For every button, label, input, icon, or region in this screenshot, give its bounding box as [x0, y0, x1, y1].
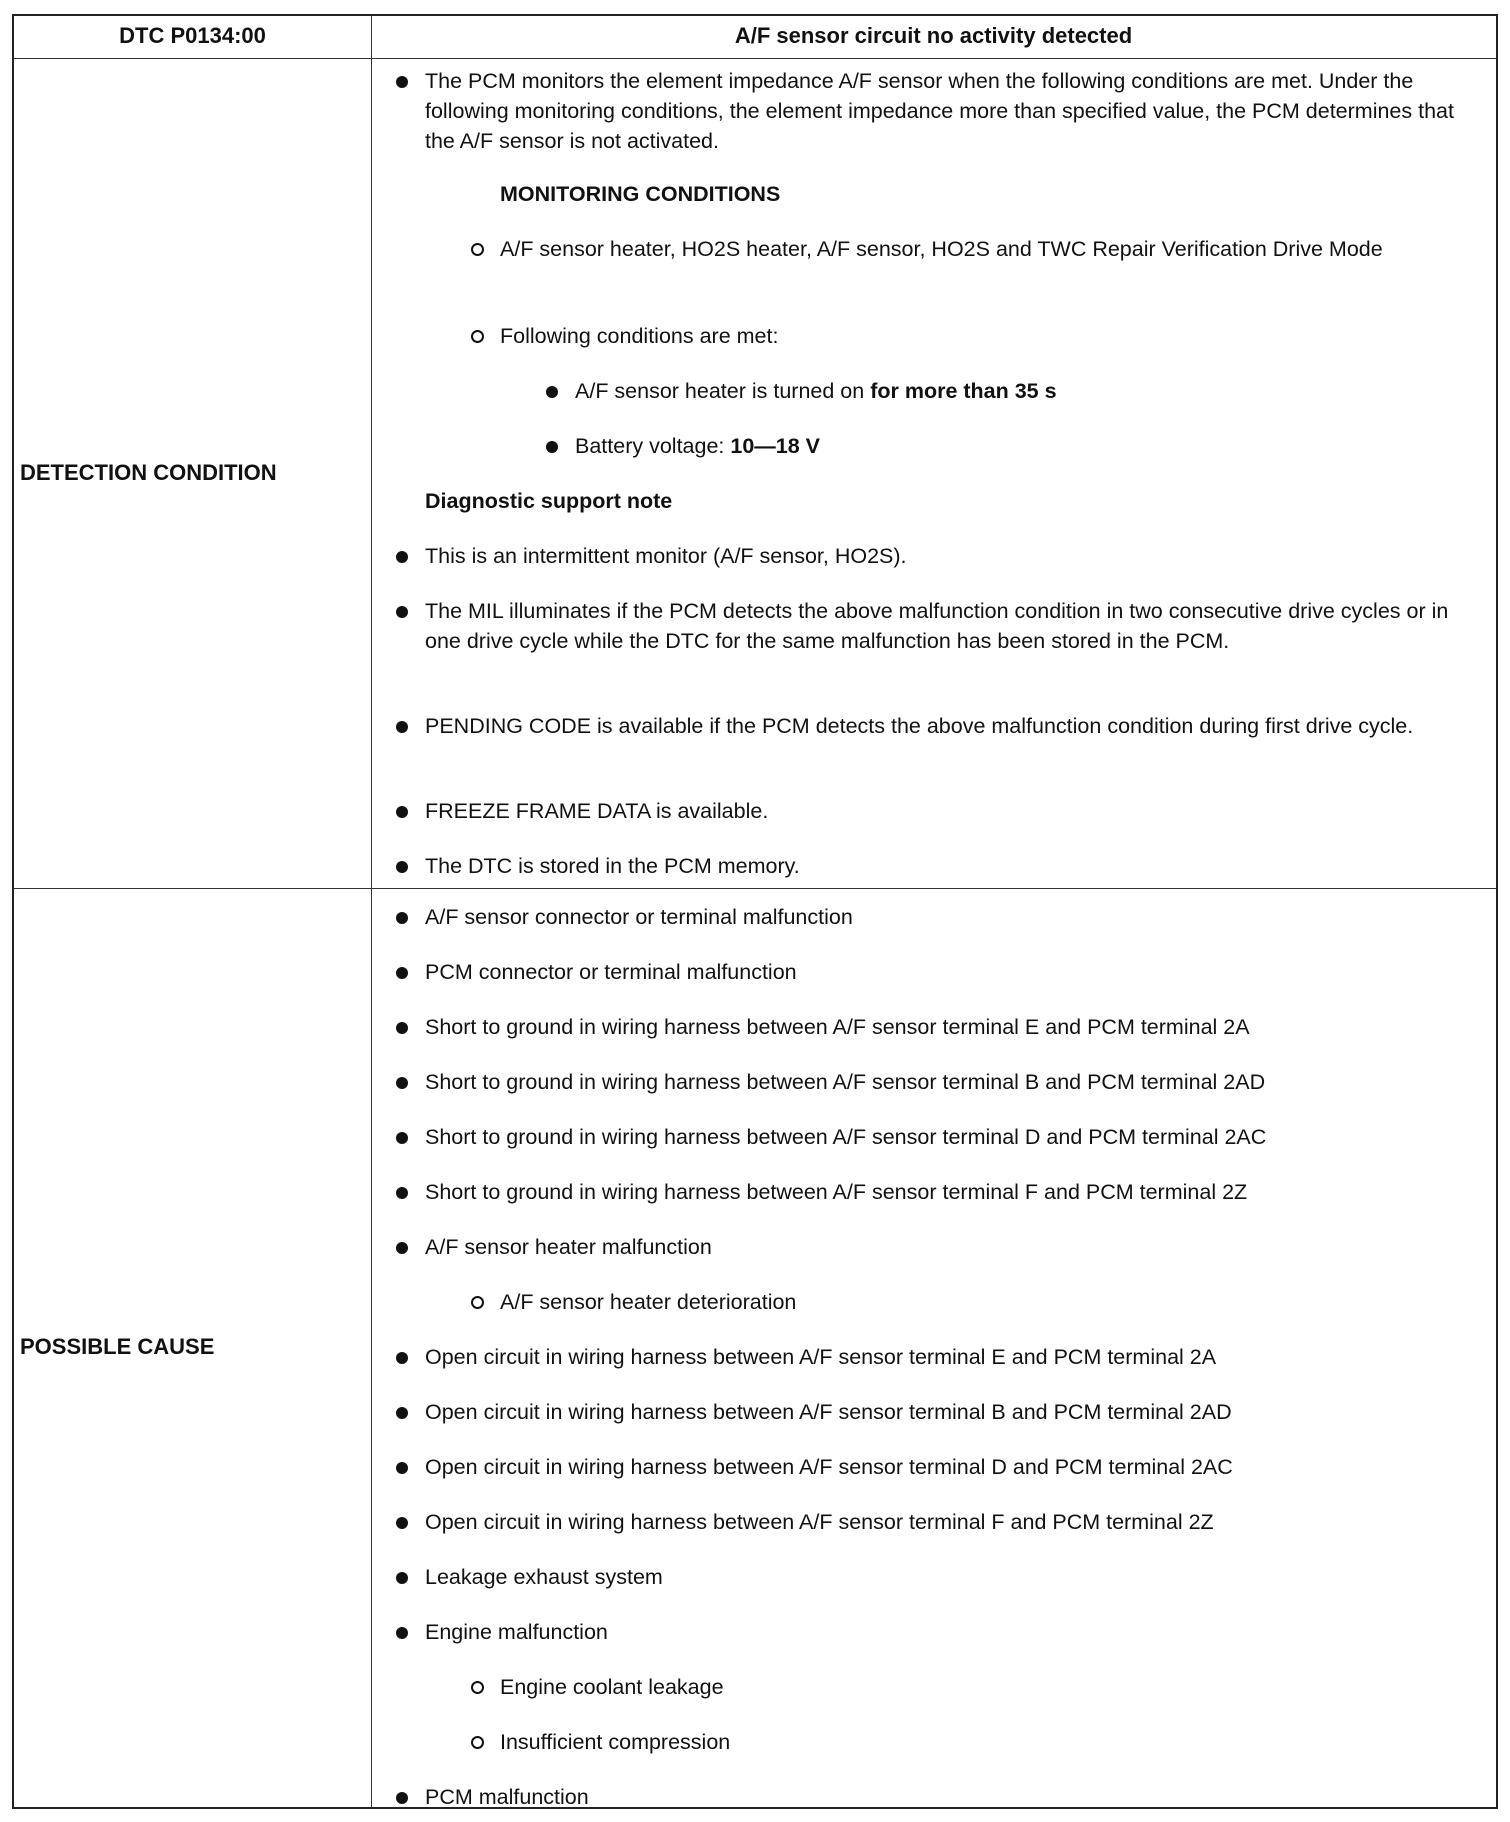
cause-item — [425, 1342, 1466, 1372]
bullet-icon — [392, 1507, 412, 1537]
bullet-icon — [392, 66, 412, 96]
heater-condition-text: A/F sensor heater is turned on — [575, 379, 871, 403]
cause-item — [425, 1067, 1466, 1097]
support-note: This is an intermittent monitor (A/F sensor, HO2S). — [425, 544, 907, 568]
bullet-icon — [392, 851, 412, 881]
bullet-icon — [392, 796, 412, 826]
circle-bullet-icon — [467, 1727, 487, 1757]
cause-item — [425, 1617, 1466, 1647]
list-item — [425, 796, 1466, 826]
cause-text: A/F sensor heater malfunction — [425, 1235, 712, 1259]
condition-drive-mode: A/F sensor heater, HO2S heater, A/F sensor, HO2S and TWC Repair Verification Drive Mode — [500, 237, 1383, 261]
cause-item — [425, 1782, 1466, 1812]
list-item — [500, 234, 1466, 264]
possible-cause-label: POSSIBLE CAUSE — [20, 1334, 215, 1359]
bullet-icon — [392, 1562, 412, 1592]
cause-text: A/F sensor connector or terminal malfunction — [425, 905, 853, 929]
bullet-icon — [392, 1012, 412, 1042]
support-note: The MIL illuminates if the PCM detects the above malfunction condition in two consecutive drive cycles or in one drive cycle while the DTC for the same malfunction has been stored in the PCM. — [425, 599, 1449, 653]
cause-item — [425, 1452, 1466, 1482]
list-item — [575, 376, 1466, 406]
support-note: The DTC is stored in the PCM memory. — [425, 854, 800, 878]
bullet-icon — [392, 1617, 412, 1647]
cause-item — [425, 1232, 1466, 1262]
support-note: FREEZE FRAME DATA is available. — [425, 799, 769, 823]
bullet-icon — [392, 1342, 412, 1372]
cause-text: Open circuit in wiring harness between A/F sensor terminal F and PCM terminal 2Z — [425, 1510, 1214, 1534]
monitoring-heading: MONITORING CONDITIONS — [500, 182, 781, 206]
dtc-title: A/F sensor circuit no activity detected — [734, 23, 1133, 48]
bullet-icon — [392, 902, 412, 932]
circle-bullet-icon — [467, 234, 487, 264]
condition-following: Following conditions are met: — [500, 324, 779, 348]
cause-text: Engine coolant leakage — [500, 1675, 724, 1699]
bullet-icon — [392, 596, 412, 626]
list-item — [425, 66, 1466, 156]
cause-text: PCM malfunction — [425, 1785, 589, 1809]
cause-item — [425, 1397, 1466, 1427]
cause-item — [425, 902, 1466, 932]
list-item — [575, 431, 1466, 461]
bullet-icon — [542, 431, 562, 461]
detection-condition-content — [371, 16, 1496, 888]
cause-text: PCM connector or terminal malfunction — [425, 960, 797, 984]
cause-text: Insufficient compression — [500, 1730, 731, 1754]
bullet-icon — [392, 1067, 412, 1097]
bullet-icon — [392, 541, 412, 571]
cause-text: Short to ground in wiring harness between A/F sensor terminal F and PCM terminal 2Z — [425, 1180, 1248, 1204]
circle-bullet-icon — [467, 1287, 487, 1317]
cause-text: Leakage exhaust system — [425, 1565, 663, 1589]
support-note: PENDING CODE is available if the PCM detects the above malfunction condition during first drive cycle. — [425, 714, 1414, 738]
bullet-icon — [392, 1122, 412, 1152]
battery-condition-text: Battery voltage: — [575, 434, 731, 458]
dtc-code: DTC P0134:00 — [119, 23, 266, 48]
heater-condition-value: for more than 35 s — [870, 379, 1057, 403]
bullet-icon — [392, 1177, 412, 1207]
list-item — [425, 541, 1466, 571]
support-note-heading: Diagnostic support note — [425, 489, 673, 513]
possible-cause-content — [371, 888, 1496, 1807]
cause-text: Short to ground in wiring harness between A/F sensor terminal D and PCM terminal 2AC — [425, 1125, 1267, 1149]
bullet-icon — [392, 1452, 412, 1482]
cause-subitem — [500, 1672, 1466, 1702]
cause-item — [425, 1177, 1466, 1207]
cause-item — [425, 1562, 1466, 1592]
cause-text: Short to ground in wiring harness between A/F sensor terminal E and PCM terminal 2A — [425, 1015, 1250, 1039]
circle-bullet-icon — [467, 321, 487, 351]
cause-text: Open circuit in wiring harness between A/F sensor terminal E and PCM terminal 2A — [425, 1345, 1217, 1369]
cause-subitem — [500, 1287, 1466, 1317]
list-item — [425, 711, 1466, 741]
detection-intro: The PCM monitors the element impedance A/F sensor when the following conditions are met. Under the following monitoring conditions, the element impedance more than specified value, the PCM determines that the A/F sensor is not activated. — [425, 69, 1454, 153]
dtc-table — [12, 14, 1498, 1809]
cause-text: A/F sensor heater deterioration — [500, 1290, 797, 1314]
circle-bullet-icon — [467, 1672, 487, 1702]
list-item — [425, 851, 1466, 881]
list-item — [500, 321, 1466, 351]
cause-item — [425, 957, 1466, 987]
bullet-icon — [392, 1232, 412, 1262]
battery-condition-value: 10—18 V — [730, 434, 821, 458]
bullet-icon — [392, 1782, 412, 1812]
cause-text: Open circuit in wiring harness between A/F sensor terminal D and PCM terminal 2AC — [425, 1455, 1233, 1479]
bullet-icon — [542, 376, 562, 406]
list-item — [425, 596, 1466, 656]
cause-item — [425, 1507, 1466, 1537]
bullet-icon — [392, 711, 412, 741]
cause-item — [425, 1122, 1466, 1152]
cause-text: Short to ground in wiring harness between A/F sensor terminal B and PCM terminal 2AD — [425, 1070, 1266, 1094]
cause-text: Open circuit in wiring harness between A/F sensor terminal B and PCM terminal 2AD — [425, 1400, 1232, 1424]
cause-item — [425, 1012, 1466, 1042]
cause-subitem — [500, 1727, 1466, 1757]
detection-condition-label: DETECTION CONDITION — [20, 460, 277, 485]
bullet-icon — [392, 957, 412, 987]
bullet-icon — [392, 1397, 412, 1427]
cause-text: Engine malfunction — [425, 1620, 608, 1644]
